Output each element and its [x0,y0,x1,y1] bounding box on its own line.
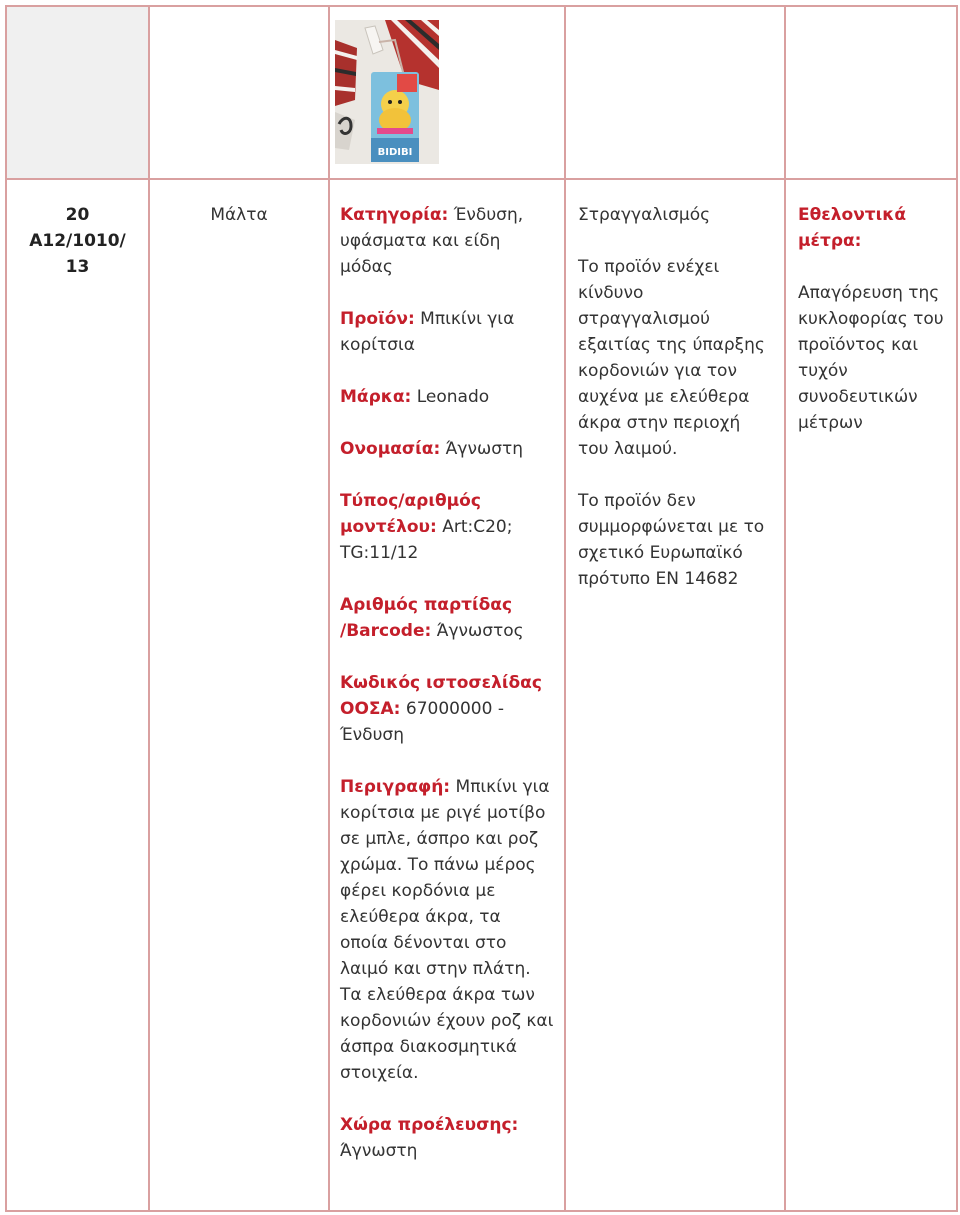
photo-row [6,6,957,179]
batch-value: Άγνωστος [436,621,524,641]
photo-row-blank-cell [6,6,149,179]
origin-label: Χώρα προέλευσης: [340,1115,519,1135]
brand-value: Leonado [416,387,490,407]
oecd-field [340,670,554,748]
description-label: Περιγραφή: [340,777,451,797]
bikini-photo-illustration [335,20,439,164]
description-field [340,774,554,1086]
photo-row-empty-cell [149,6,329,179]
brand-field [340,384,554,410]
model-field [340,488,554,566]
hang-tag [371,72,419,162]
measures-details [786,180,956,436]
origin-value: Άγνωστη [340,1141,418,1161]
origin-field [340,1112,554,1164]
notification-table [5,5,958,1212]
tag-brand-text: BIDIBI [377,147,413,158]
measures-heading: Εθελοντικά μέτρα: [798,205,907,251]
oecd-value: 67000000 - Ένδυση [340,699,504,745]
product-value: Μπικίνι για κορίτσια [340,309,515,355]
photo-row-empty-cell-3 [785,6,957,179]
measures-cell [785,179,957,1211]
risk-details [566,180,784,592]
product-details [330,180,564,1164]
description-value: Μπικίνι για κορίτσια με ριγέ μοτίβο σε μπλε, άσπρο και ροζ χρώμα. Το πάνω μέρος φέρει κορδόνια με ελεύθερα άκρα, τα οποία δένονται στο λαιμό και στην πλάτη. Τα ελεύθερα άκρα των κορδονιών έχουν ροζ και άσπρα διακοσμητικά στοιχεία. [340,777,554,1083]
risk-description: Το προϊόν ενέχει κίνδυνο στραγγαλισμού εξαιτίας της ύπαρξης κορδονιών για τον αυχένα με ελεύθερα άκρα στην περιοχή του λαιμού. [578,257,765,459]
photo-row-empty-cell-2 [565,6,785,179]
model-label: Τύπος/αριθμός μοντέλου: [340,491,481,537]
brand-label: Μάρκα: [340,387,412,407]
country-cell [149,179,329,1211]
batch-label: Αριθμός παρτίδας /Barcode: [340,595,513,641]
product-label: Προϊόν: [340,309,415,329]
product-field [340,306,554,358]
name-value: Άγνωστη [445,439,524,459]
product-cell [329,179,565,1211]
category-label: Κατηγορία: [340,205,449,225]
risk-type: Στραγγαλισμός [578,205,711,225]
measures-text: Απαγόρευση της κυκλοφορίας του προϊόντος και τυχόν συνοδευτικών μέτρων [798,283,944,433]
category-value: Ένδυση, υφάσματα και είδη μόδας [340,205,524,277]
risk-standard: Το προϊόν δεν συμμορφώνεται με το σχετικό Ευρωπαϊκό πρότυπο EN 14682 [578,491,765,589]
risk-cell [565,179,785,1211]
oecd-label: Κωδικός ιστοσελίδας ΟΟΣΑ: [340,673,542,719]
model-value: Art:C20; TG:11/12 [340,517,513,563]
name-label: Ονομασία: [340,439,441,459]
entry-number-cell [6,179,149,1211]
entry-row [6,179,957,1211]
product-photo [335,20,439,164]
name-field [340,436,554,462]
category-field [340,202,554,280]
notifying-country: Μάλτα [210,205,268,225]
entry-number: 20 A12/1010/ 13 [29,205,126,277]
batch-field [340,592,554,644]
